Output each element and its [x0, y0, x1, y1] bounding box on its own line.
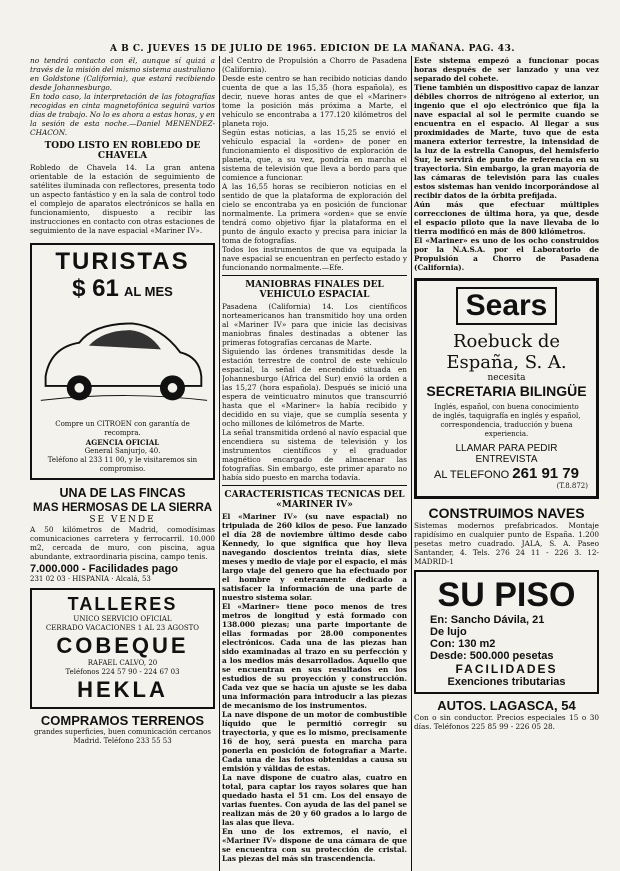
sears-name-1: Roebuck de [452, 331, 561, 352]
article-paragraph: El «Mariner IV» (su nave espacial) no tripulada de 260 kilos de peso. Fue lanzado el día 28 de noviembre último desde cabo Kennedy, lo que significa que hoy lleva navegando doscientos treinta días, siete meses y medio de viaje por el espacio, el más largo viaje del genero que ha efectuado por el hombre y enteramente dedicado a satisfacer la información de una parte de nuestro sistema solar. [222, 512, 407, 602]
piso-exenciones: Exenciones tributarias [447, 676, 566, 688]
compramos-title: COMPRAMOS TERRENOS [40, 713, 205, 728]
talleres-title: TALLERES [67, 594, 178, 614]
turistas-ad [30, 243, 215, 480]
column-separator [219, 56, 220, 871]
piso-title: SU PISO [437, 576, 576, 614]
autos-title: AUTOS. LAGASCA, 54 [437, 698, 576, 713]
talleres-ad [30, 588, 215, 709]
naves-ad [414, 505, 599, 566]
turistas-headline [36, 249, 209, 275]
article-intro-2: En todo caso, la interpretación de las fotografías recogidas en cinta magnetofónica seguirá varios días de trabajo. No lo es ahora a estas horas, y en la sesión de esta noche.—Daniel MENENDEZ-CHACON. [30, 92, 215, 137]
sears-phone-label: AL TELEFONO [434, 469, 510, 481]
article-paragraph: Pasadena (California) 14. Los científicos norteamericanos han transmitido hoy una orden al «Mariner IV» para que inicie las decisivas maniobras finales destinadas a obtener las primeras fotografías cercanas de Marte. [222, 302, 407, 347]
turistas-caption: Compre un CITROEN con garantía de recompra. [55, 420, 190, 437]
article-paragraph: La nave dispone de cuatro alas, cuatro en total, para captar los rayos solares que han quedado hasta el 51 cm. Los del ensayo de varias fuentes. Con ayuda de las del panel se realizan más de 20 y 60 grados a lo largo de las alas que lleva. [222, 773, 407, 827]
turistas-address: General Sanjurjo, 40. [84, 447, 161, 455]
turistas-phone: Teléfono al 233 11 00, y le visitaremos sin compromiso. [47, 456, 198, 473]
fincas-title-2: MAS HERMOSAS DE LA SIERRA [32, 502, 213, 514]
piso-line: Desde: 500.000 pesetas [430, 650, 554, 662]
sears-name-2: España, S. A. [446, 352, 567, 373]
column-2 [222, 56, 407, 871]
turistas-price: $ 61 [72, 275, 119, 302]
turistas-agency: AGENCIA OFICIAL [85, 438, 160, 447]
page-header [0, 0, 620, 56]
header-line: A B C. JUEVES 15 DE JULIO DE 1965. EDICION DE LA MAÑANA. PAG. 43. [110, 44, 515, 54]
article-paragraph: La señal transmitida ordenó al navío espacial que encendiera su sistema de televisión y los instrumentos científicos y el graduador magnético encargado de almacenar las fotografías. Sin embargo, este primer aparato no había sido puesto en marcha todavía. [222, 428, 407, 482]
article-paragraph: Desde este centro se han recibido noticias dando cuenta de que a las 15,35 (hora española), es decir, nueve horas antes de que el «Mariner» tome la posición más próxima a Marte, el vehículo se encontraba a 177.120 kilómetros del planeta rojo. [222, 74, 407, 128]
article-paragraph: Según estas noticias, a las 15,25 se envió el vehículo espacial la «orden» de poner en funcionamiento el dispositivo de exploración de planeta, que, a su vez, pondría en marcha el sistema de televisión que lleva a bordo para que comience a funcionar. [222, 128, 407, 182]
article-heading: CARACTERISTICAS TECNICAS DEL «MARINER IV» [224, 490, 405, 510]
autos-body: Con o sin conductor. Precios especiales 15 o 30 días. Teléfonos 225 85 99 - 226 05 28. [414, 713, 599, 731]
turistas-title: TURISTAS [55, 248, 190, 275]
article-paragraph: Todos los instrumentos de que va equipada la nave espacial se encuentran en perfecto estado y funcionando normalmente.—Efe. [222, 245, 407, 272]
turistas-price-row [36, 275, 209, 303]
article-paragraph: El «Mariner» tiene poco menos de tres metros de longitud y está formado con 138.000 piezas; una parte importante de ellas formadas por 28.00 componentes electrónicos. Cada una de las piezas han sido examinadas al trazo en su perfección y a los medios más desarrollados. Aquello que se encuentran en sus resultados en los estudios de su proyección y construcción. Cada vez que se hacía un ajuste se les daba una información para introducir a las piezas de mecanismo de los instrumentos. [222, 602, 407, 710]
article-intro: no tendrá contacto con él, aunque sí quizá a través de la misión del mismo sistema australiano en Goldstone (California), que estará recibiendo desde Johannesburgo. [30, 56, 215, 92]
car-illustration [36, 307, 209, 412]
talleres-address: RAFAEL CALVO, 20 [87, 659, 158, 667]
article-paragraph: El «Mariner» es uno de los ocho construidos por la N.A.S.A. por el Laboratorio de Propulsión a Chorro de Pasadena (California). [414, 236, 599, 272]
article-paragraph: En uno de los extremos, el navío, el «Mariner IV» dispone de una cámara de que se encuentra con su protección de cristal. Las piezas del más sin trascendencia. [222, 827, 407, 863]
compramos-body: grandes superficies, buen comunicación cercanos Madrid. Teléfono 233 55 53 [34, 728, 211, 745]
fincas-body: A 50 kilómetros de Madrid, comodísimas comunicaciones carretera y ferrocarril. 10.000 m2, cercada de muro, con piscina, agua abundante, extraordinaria piscina, campo tenis. [30, 525, 215, 561]
divider [222, 275, 407, 276]
autos-ad [414, 698, 599, 731]
talleres-brand-2: HEKLA [77, 677, 168, 702]
piso-facilidades: FACILIDADES [455, 662, 558, 676]
talleres-phones: Teléfonos 224 57 90 - 224 67 03 [65, 668, 180, 676]
piso-line: De lujo [430, 626, 467, 638]
fincas-sub: SE VENDE [89, 515, 156, 525]
article-paragraph: del Centro de Propulsión a Chorro de Pasadena (California). [222, 56, 407, 74]
fincas-price: 7.000.000 - Facilidades pago [30, 563, 178, 575]
sears-ref: (T.8.872) [556, 482, 588, 490]
article-heading: MANIOBRAS FINALES DEL VEHICULO ESPACIAL [245, 280, 384, 300]
sears-call: LLAMAR PARA PEDIR ENTREVISTA [455, 443, 558, 465]
article-paragraph: A las 16,55 horas se recibieron noticias en el sentido de que la plataforma de exploración del cielo se encontraba ya en posición de funcionar normalmente. La primera «orden» que se envíe tendrá como objetivo fijar la plataforma en el punto de ángulo exacto y precisa para iniciar la toma de fotografías. [222, 182, 407, 245]
fincas-title-1: UNA DE LAS FINCAS [59, 486, 186, 500]
article-paragraph: Aún más que efectuar múltiples correcciones de última hora, ya que, desde el espacio piloto que la nave llevaba de lo tierra modificó en más de 800 kilómetros. [414, 200, 599, 236]
compramos-ad [30, 713, 215, 746]
column-3 [414, 56, 599, 871]
divider [222, 485, 407, 486]
article-paragraph: La nave dispone de un motor de combustible líquido que le permitió corregir su trayectoria, y que es lo mismo, precisamente 16 de hoy, será puesta en marcha para ponerla en posición de fotografiar a Marte. Cada una de las fotos obtenidas a causa su emisión y válidas de estas. [222, 710, 407, 773]
sears-job: SECRETARIA BILINGÜE [426, 383, 587, 399]
piso-line: En: Sancho Dávila, 21 [430, 614, 545, 626]
sears-phone: 261 91 79 [512, 465, 579, 482]
article-paragraph: Tiene también un dispositivo capaz de lanzar débiles chorros de nitrógeno al exterior, un ingenio que el ojo electrónico que fija la nave espacial al sol le permite cuando se encuentra en el espacio. Al llegar a sus proximidades de Marte, tuvo que de esta manera exterior terrestre, la intensidad de la luz de la estrella Canopus, del hemisferio Sur, le servirá de punto de referencia en su trayectoria. Sin embargo, la gran mayoría de las cámaras de televisión para las cuales estos sistemas han venido incorporándose al recibir datos de la órbita prefijada. [414, 83, 599, 200]
talleres-brand: COBEQUE [56, 633, 189, 658]
sears-needs: necesita [487, 373, 526, 383]
column-separator [411, 56, 412, 871]
sears-requirements: Inglés, español, con buena conocimiento de inglés, taquigrafía en inglés y español, correspondencia, traducción y buena experiencia. [432, 403, 581, 438]
piso-line: Con: 130 m2 [430, 638, 496, 650]
sears-ad [414, 278, 599, 499]
turistas-per: AL MES [123, 284, 173, 299]
column-1 [30, 56, 215, 871]
talleres-line1: UNICO SERVICIO OFICIAL [73, 615, 172, 623]
sears-logo: Sears [456, 287, 558, 325]
fincas-contact: 231 02 03 · HISPANIA · Alcalá, 53 [30, 575, 151, 583]
talleres-line2: CERRADO VACACIONES 1 AL 23 AGOSTO [45, 624, 200, 632]
article-paragraph: Siguiendo las órdenes transmitidas desde la estación terrestre de control de este vehículo espacial, la señal de encendido situada en Johannesburgo (Africa del Sur) envió la orden a las 15,27 (hora española). Después se inició una espera de veinticuatro minutos que transcurrió hasta que el «Mariner» la había recibido y decidido en su viaje, que se cumplía sesenta y ocho millones de kilómetros de Marte. [222, 347, 407, 428]
naves-body: Sistemas modernos prefabricados. Montaje rapidísimo en cualquier punto de España. 1.200 pesetas metro cuadrado. JALA, S. A. Paseo Santander, 4. Tels. 276 24 11 - 226 3. 12-MADRID-1 [414, 521, 599, 566]
piso-ad [414, 570, 599, 694]
article-body: Robledo de Chavela 14. La gran antena orientable de la estación de seguimiento de satélites iluminada con reflectores, presenta todo un aspecto fantástico y en la sala de control todo el complejo de aparatos electrónicos se halla en funcionamiento, dispuesto a recibir las instrucciones en contacto con otras estaciones de seguimiento de la nave espacial «Mariner IV». [30, 163, 215, 235]
fincas-ad [30, 486, 215, 584]
naves-title: CONSTRUIMOS NAVES [428, 505, 585, 521]
article-heading: TODO LISTO EN ROBLEDO DE CHAVELA [44, 141, 201, 161]
article-paragraph: Este sistema empezó a funcionar pocas horas después de ser lanzado y una vez separado del cohete. [414, 56, 599, 83]
